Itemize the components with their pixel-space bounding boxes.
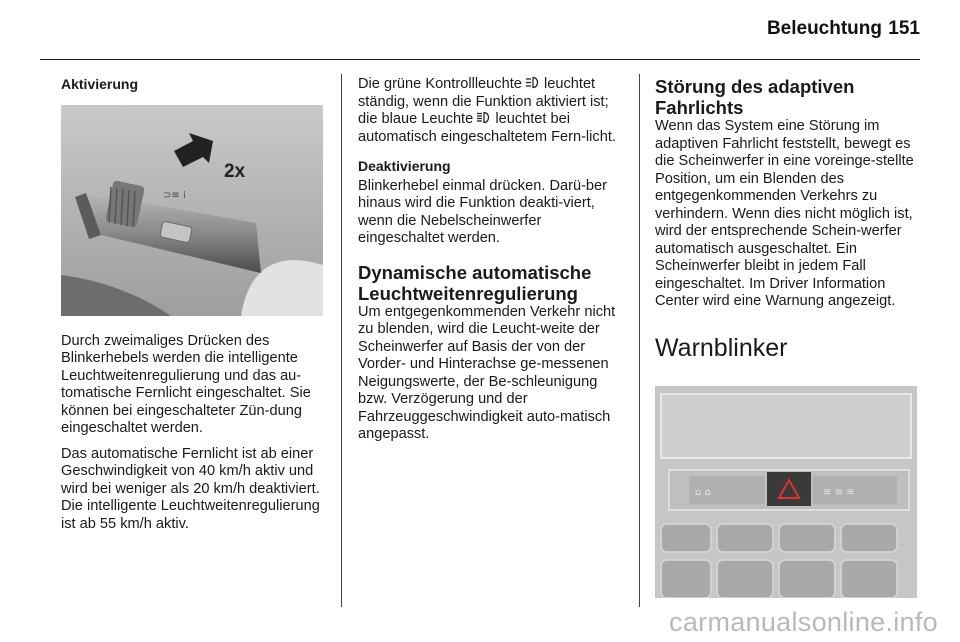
svg-text:⌂ ⌂: ⌂ ⌂ xyxy=(695,486,711,498)
auto-light-indicator-icon xyxy=(526,76,540,89)
subhead-aktivierung: Aktivierung xyxy=(61,76,139,92)
page-number: 151 xyxy=(888,18,920,39)
svg-text:≋ ≋ ≋: ≋ ≋ ≋ xyxy=(823,486,855,498)
high-beam-indicator-icon xyxy=(477,111,491,124)
heading-warnblinker: Warnblinker xyxy=(655,333,788,362)
column-divider-2 xyxy=(639,74,640,607)
column-1 xyxy=(61,76,327,541)
hazard-panel-figure xyxy=(655,386,917,598)
column-2 xyxy=(358,76,626,452)
press-count-label: 2x xyxy=(224,160,246,182)
watermark: carmanualsonline.info xyxy=(669,607,938,637)
paragraph-indicator: Die grüne Kontrollleuchte leuchtet ständig, wenn die Funktion aktiviert ist; die blaue Leuchte leuchtet bei automatisch eingeschaltetem Fern‐licht. xyxy=(358,76,616,145)
paragraph-dynamic-leveling: Um entgegenkommenden Verkehr nicht zu blenden, wird die Leucht‐weite der Scheinwerfer auf Basis der von der Vorder- und Hinterachse ge‐messenen Neigungswerte, der Be‐schleunigung bzw. Verzögerung und der Fahrzeuggeschwindigkeit auto‐matisch angepasst. xyxy=(358,303,616,442)
paragraph-deaktivierung: Blinkerhebel einmal drücken. Darü‐ber hinaus wird die Funktion deakti‐viert, wenn die Nebelscheinwerfer eingeschaltet werden. xyxy=(358,177,608,246)
heading-adaptive-fault: Störung des adaptiven Fahrlichts xyxy=(655,76,855,118)
subhead-deaktivierung: Deaktivierung xyxy=(358,158,451,174)
paragraph-adaptive-fault: Wenn das System eine Störung im adaptiven Fahrlicht feststellt, bewegt es die Scheinwerfer in eine voreinge‐stellte Position, um ein Blenden des entgegenkommenden Verkehrs zu verhindern. Wenn dies nicht möglich ist, wird der entsprechende Schein‐werfer automatisch ausgeschaltet. Ein Scheinwerfer bleibt in jedem Fall eingeschaltet. Im Driver Information Center wird eine Warnung angezeigt. xyxy=(655,118,914,309)
stalk-figure xyxy=(61,105,323,316)
svg-text:⊃≡ ⁞: ⊃≡ ⁞ xyxy=(163,189,187,201)
paragraph-aktivierung-1: Durch zweimaliges Drücken des Blinkerhebels werden die intelligente Leuchtweitenregulierung und das au‐tomatische Fernlicht eingeschaltet. Sie können bei eingeschalteter Zün‐dung eingeschaltet werden. xyxy=(61,332,311,436)
paragraph-aktivierung-2: Das automatische Fernlicht ist ab einer Geschwindigkeit von 40 km/h aktiv und wird bei weniger als 20 km/h deaktiviert. Die intelligente Leuchtweitenregulierung ist ab 55 km/h aktiv. xyxy=(61,445,320,532)
heading-dynamic-leveling: Dynamische automatische Leuchtweitenregulierung xyxy=(358,261,592,304)
header-divider xyxy=(40,59,920,60)
column-3 xyxy=(655,76,923,598)
column-divider-1 xyxy=(341,74,342,607)
page-header-title: Beleuchtung xyxy=(766,18,882,39)
